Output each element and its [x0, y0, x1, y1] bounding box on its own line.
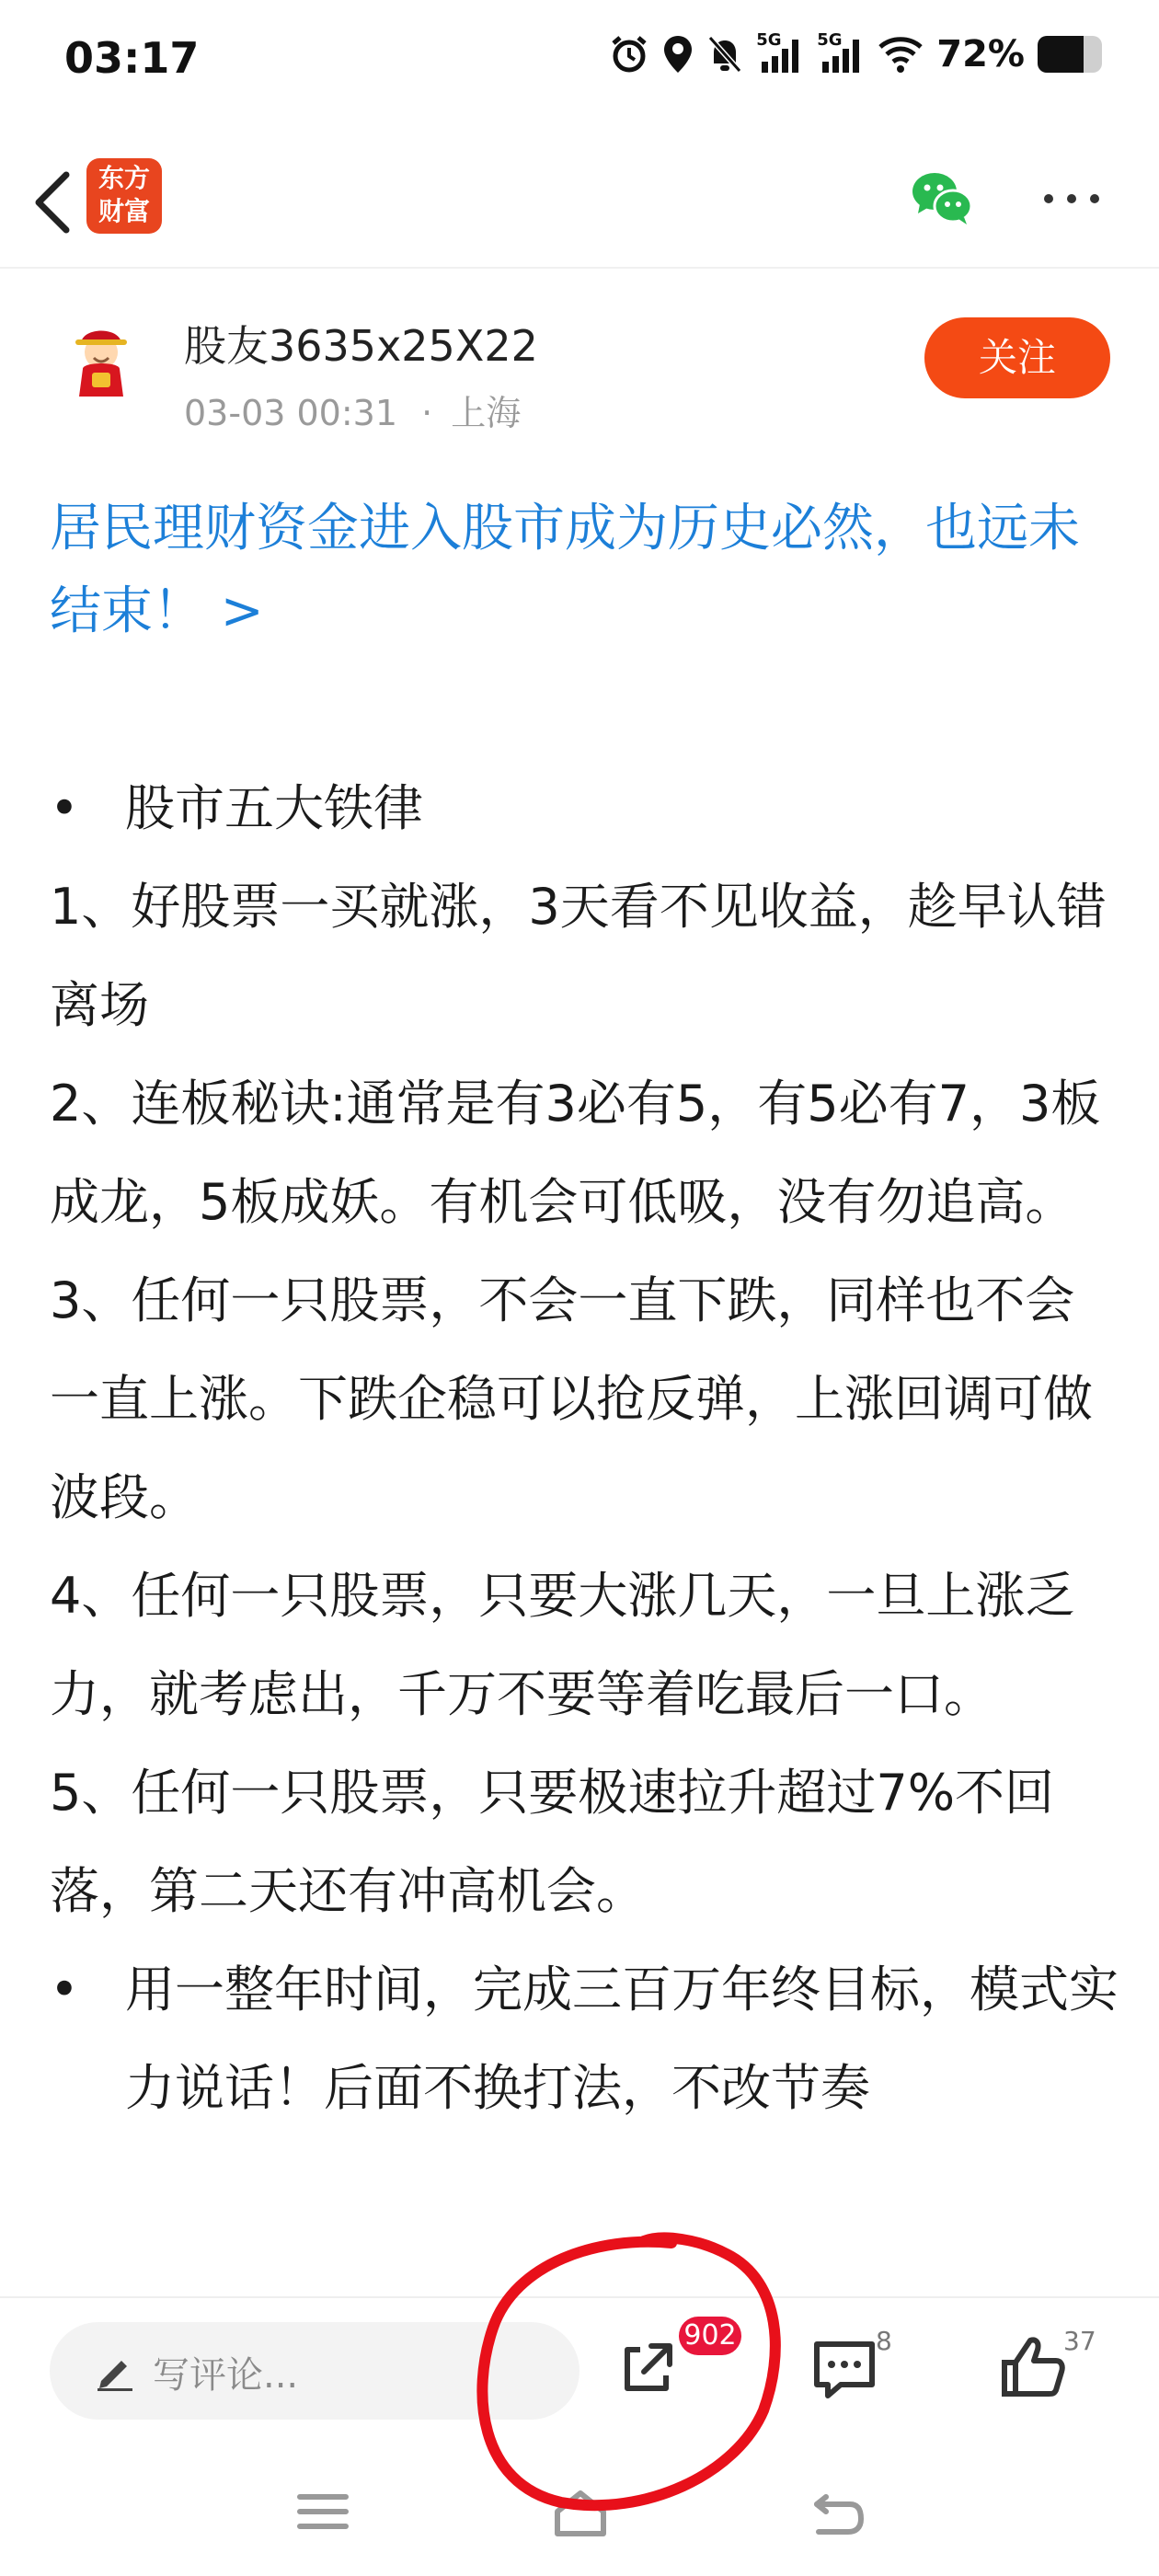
status-time: 03:17 — [64, 33, 200, 83]
location-icon — [662, 34, 694, 75]
bottom-action-bar — [0, 2296, 1159, 2436]
comment-input[interactable] — [50, 2322, 580, 2420]
logo-line-2: 财富 — [98, 196, 150, 226]
alarm-icon — [609, 34, 649, 75]
share-count-badge: 902 — [679, 2317, 741, 2355]
post-title-link[interactable]: 居民理财资金进入股市成为历史必然，也远未结束！ > — [50, 499, 1080, 641]
battery-percent: 72% — [936, 33, 1025, 75]
recent-apps-icon[interactable] — [291, 2484, 355, 2539]
signal-5g-icon — [756, 30, 804, 75]
post-bullet: • 股市五大铁律 — [50, 759, 1122, 857]
meta-separator: · — [421, 393, 433, 433]
logo-line-1: 东方 — [98, 163, 150, 193]
status-bar — [0, 0, 1159, 129]
post-paragraph: 5、任何一只股票，只要极速拉升超过7%不回落，第二天还有冲高机会。 — [50, 1764, 1055, 1920]
author-avatar[interactable] — [55, 317, 147, 409]
post-paragraph: 4、任何一只股票，只要大涨几天，一旦上涨乏力，就考虑出，千万不要等着吃最后一口。 — [50, 1567, 1075, 1723]
post-content — [50, 759, 1122, 2137]
signal-5g-label-2: 5G — [817, 30, 843, 50]
wifi-icon — [878, 34, 924, 75]
post-paragraph: 3、任何一只股票，不会一直下跌，同样也不会一直上涨。下跌企稳可以抢反弹，上涨回调可做波段。 — [50, 1271, 1093, 1526]
signal-5g-icon-2 — [817, 30, 865, 75]
post-paragraph: 1、好股票一买就涨，3天看不见收益，趁早认错离场 — [50, 878, 1107, 1034]
battery-icon — [1038, 36, 1102, 73]
author-name[interactable]: 股友3635x25X22 — [184, 321, 538, 371]
post-date: 03-03 00:31 — [184, 393, 398, 433]
battery-fill — [1038, 36, 1084, 73]
more-options-icon[interactable] — [1039, 190, 1104, 208]
mute-bell-icon — [706, 34, 743, 75]
status-icons — [609, 30, 1102, 75]
back-system-icon[interactable] — [806, 2484, 870, 2539]
share-icon[interactable] — [600, 2322, 692, 2414]
system-nav-bar — [0, 2447, 1159, 2576]
signal-5g-label-1: 5G — [756, 30, 782, 50]
post-meta — [184, 385, 521, 435]
post-bullet: • 用一整年时间，完成三百万年终目标，模式实力说话！后面不换打法，不改节奏 — [50, 1940, 1122, 2137]
comment-placeholder: 写评论... — [153, 2354, 299, 2397]
top-nav-bar — [0, 138, 1159, 269]
follow-button[interactable]: 关注 — [924, 317, 1110, 398]
wechat-share-icon[interactable] — [909, 166, 975, 232]
back-arrow-icon[interactable] — [22, 166, 86, 239]
comment-count: 8 — [876, 2326, 892, 2356]
like-count: 37 — [1063, 2326, 1096, 2356]
post-location: 上海 — [451, 393, 522, 433]
eastmoney-logo — [86, 158, 162, 234]
post-paragraph: 2、连板秘诀:通常是有3必有5，有5必有7，3板成龙，5板成妖。有机会可低吸，没有勿追高。 — [50, 1075, 1101, 1231]
pencil-icon — [94, 2350, 136, 2392]
home-icon[interactable] — [548, 2484, 613, 2539]
